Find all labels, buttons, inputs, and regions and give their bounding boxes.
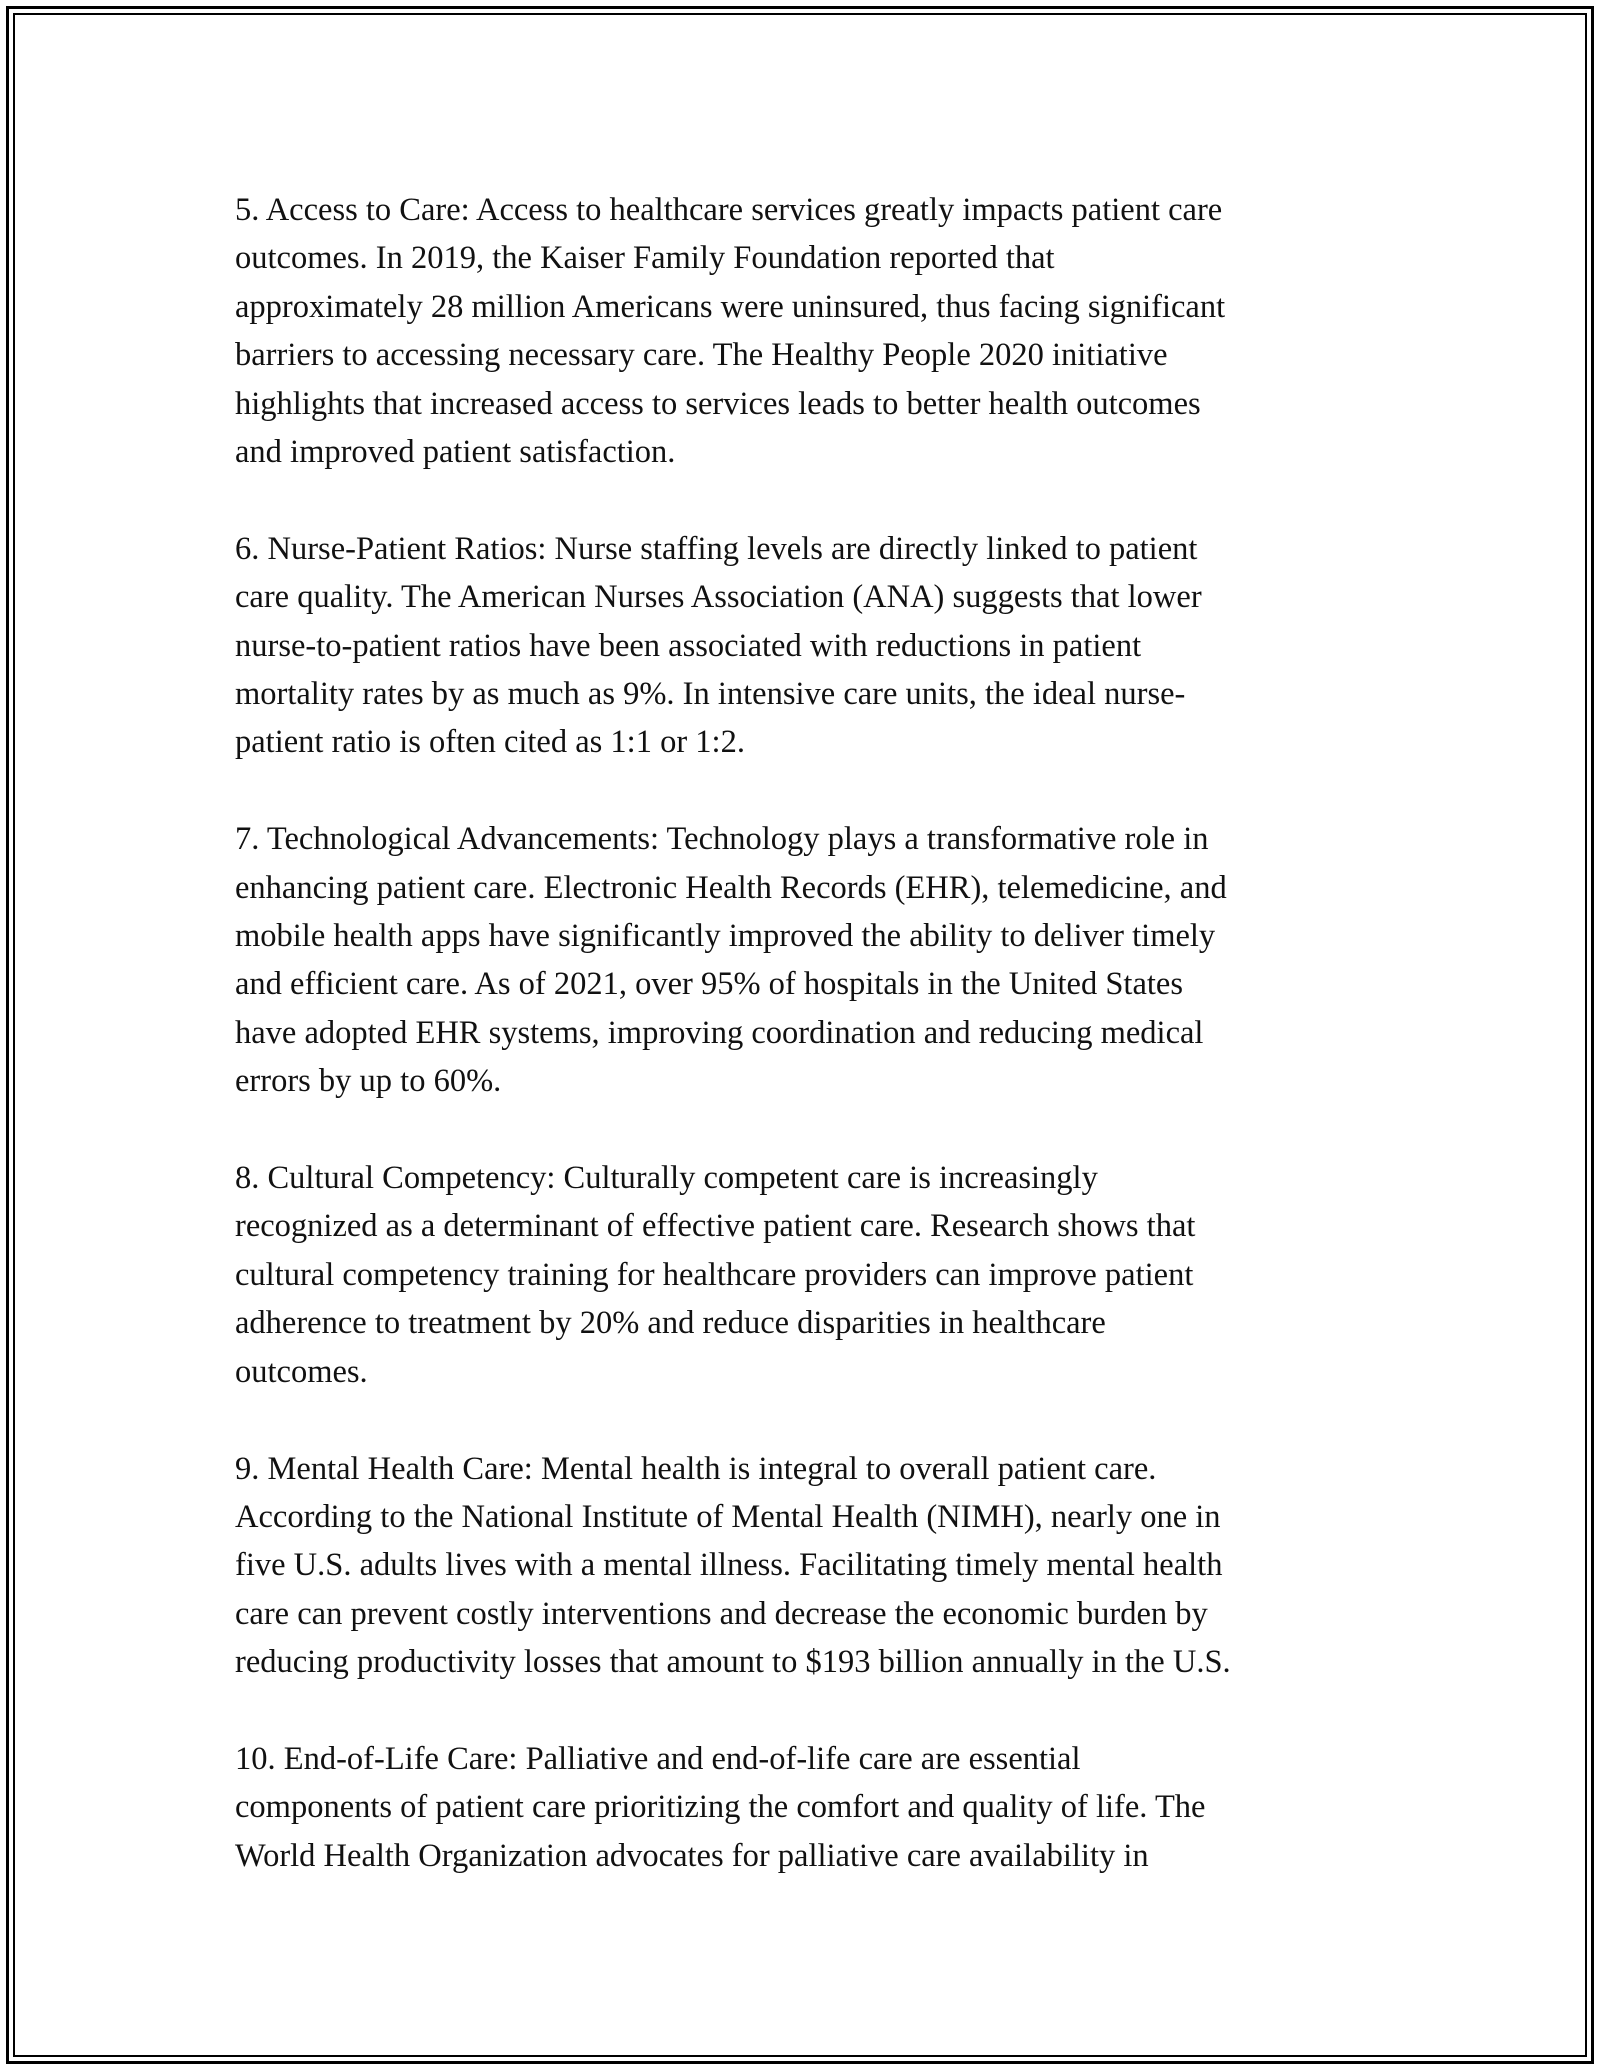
text-line: 5. Access to Care: Access to healthcare services greatly impacts patient care	[235, 192, 1223, 228]
text-line: barriers to accessing necessary care. The Healthy People 2020 initiative	[235, 337, 1168, 374]
text-line: 8. Cultural Competency: Culturally competent care is increasingly	[235, 1160, 1098, 1197]
text-line: outcomes.	[235, 1353, 368, 1390]
text-line: According to the National Institute of Mental Health (NIMH), nearly one in	[235, 1498, 1221, 1535]
text-line: enhancing patient care. Electronic Health Records (EHR), telemedicine, and	[235, 869, 1227, 906]
text-line: care quality. The American Nurses Association (ANA) suggests that lower	[235, 579, 1202, 616]
text-line: recognized as a determinant of effective patient care. Research shows that	[235, 1208, 1196, 1245]
paragraph-mental-health-care	[235, 1445, 1365, 1687]
text-line: have adopted EHR systems, improving coordination and reducing medical	[235, 1014, 1204, 1051]
text-line: mortality rates by as much as 9%. In intensive care units, the ideal nurse-	[235, 676, 1186, 713]
text-line: 6. Nurse-Patient Ratios: Nurse staffing levels are directly linked to patient	[235, 530, 1198, 567]
document-body	[235, 186, 1365, 1929]
text-line: 7. Technological Advancements: Technology plays a transformative role in	[235, 821, 1209, 858]
text-line: reducing productivity losses that amount to $193 billion annually in the U.S.	[235, 1644, 1231, 1681]
text-line: 10. End-of-Life Care: Palliative and end-of-life care are essential	[235, 1740, 1081, 1777]
paragraph-cultural-competency	[235, 1154, 1365, 1396]
text-line: highlights that increased access to services leads to better health outcomes	[235, 385, 1201, 422]
text-line: World Health Organization advocates for palliative care availability in	[235, 1837, 1149, 1874]
text-line: five U.S. adults lives with a mental illness. Facilitating timely mental health	[235, 1547, 1223, 1584]
text-line: care can prevent costly interventions and decrease the economic burden by	[235, 1595, 1208, 1632]
paragraph-nurse-patient-ratios	[235, 525, 1365, 767]
paragraph-end-of-life-care	[235, 1735, 1365, 1880]
text-line: adherence to treatment by 20% and reduce disparities in healthcare	[235, 1305, 1106, 1342]
text-line: approximately 28 million Americans were uninsured, thus facing significant	[235, 288, 1226, 325]
text-line: errors by up to 60%.	[235, 1063, 502, 1100]
paragraph-technological-advancements	[235, 815, 1365, 1105]
text-line: cultural competency training for healthcare providers can improve patient	[235, 1256, 1194, 1293]
text-line: and improved patient satisfaction.	[235, 434, 676, 471]
text-line: 9. Mental Health Care: Mental health is integral to overall patient care.	[235, 1450, 1157, 1487]
paragraph-access-to-care	[235, 186, 1365, 476]
text-line: components of patient care prioritizing the comfort and quality of life. The	[235, 1789, 1206, 1826]
text-line: mobile health apps have significantly improved the ability to deliver timely	[235, 918, 1216, 955]
text-line: outcomes. In 2019, the Kaiser Family Foundation reported that	[235, 240, 1055, 277]
text-line: and efficient care. As of 2021, over 95% of hospitals in the United States	[235, 966, 1183, 1003]
text-line: nurse-to-patient ratios have been associated with reductions in patient	[235, 627, 1142, 664]
text-line: patient ratio is often cited as 1:1 or 1:2.	[235, 724, 745, 761]
